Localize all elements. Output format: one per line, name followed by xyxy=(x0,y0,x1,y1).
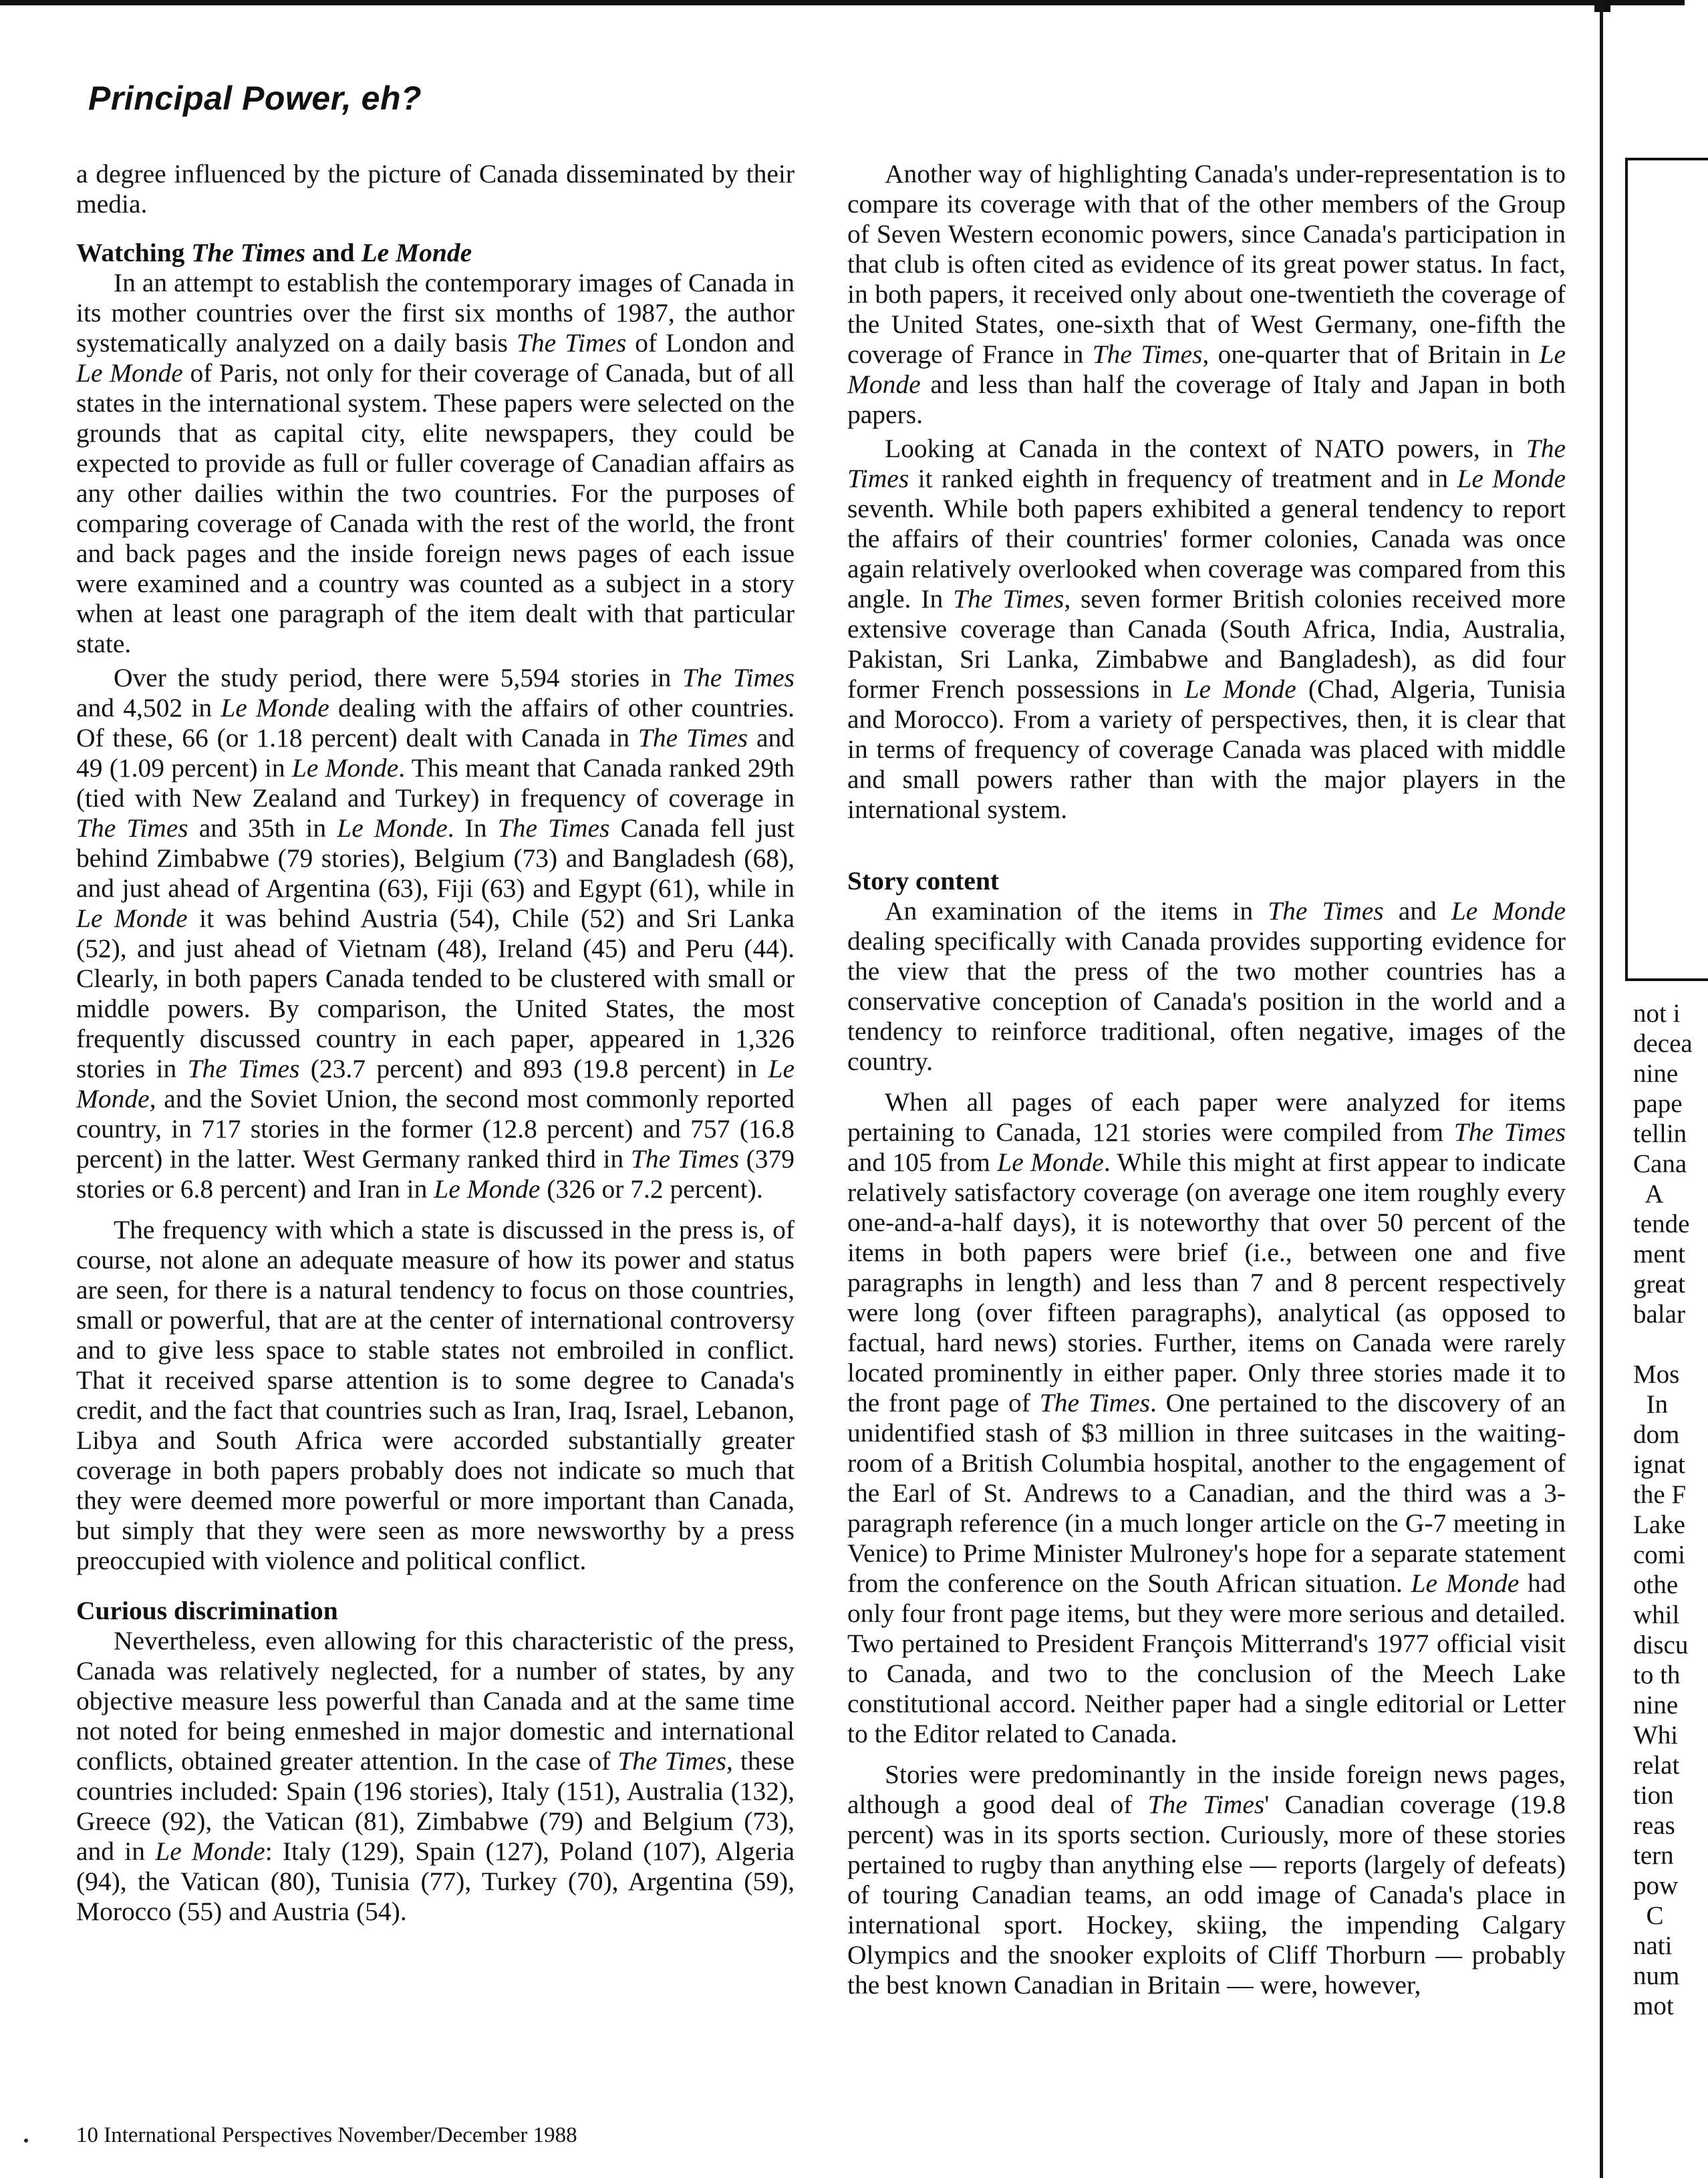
fragment-line: Mos xyxy=(1633,1360,1680,1389)
fragment-line: great xyxy=(1633,1270,1685,1299)
intro-paragraph: a degree influenced by the picture of Canada disseminated by their media. xyxy=(76,159,795,219)
fragment-line: pape xyxy=(1633,1089,1683,1118)
fragment-line: reas xyxy=(1633,1811,1675,1840)
subhead-curious-discrimination: Curious discrimination xyxy=(76,1596,338,1625)
fragment-line: Cana xyxy=(1633,1149,1687,1178)
margin-dot xyxy=(24,2139,28,2143)
fragment-line: balar xyxy=(1633,1300,1685,1329)
fragment-line: not i xyxy=(1633,999,1681,1028)
fragment-line: ignat xyxy=(1633,1450,1685,1479)
fragment-line: nine xyxy=(1633,1691,1679,1720)
top-rule xyxy=(0,0,1685,5)
fragment-line: tern xyxy=(1633,1841,1674,1870)
subhead-story-content: Story content xyxy=(847,866,1000,896)
paragraph: Another way of highlighting Canada's under-representation is to compare its coverage with that of the other members of the Group of Seven Western economic powers, since Canada's participation in that club is often cited as evidence of its great power status. In fact, in both papers, it received only about one-twentieth the coverage of the United States, one-sixth that of West Germany, one-fifth the coverage of France in The Times, one-quarter that of Britain in Le Monde and less than half the coverage of Italy and Japan in both papers. xyxy=(847,159,1566,429)
page-gutter-line xyxy=(1600,0,1603,2178)
fragment-line: tende xyxy=(1633,1210,1690,1238)
fragment-line: to th xyxy=(1633,1661,1681,1689)
paragraph: When all pages of each paper were analyzed for items pertaining to Canada, 121 stories were compiled from The Times and 105 from Le Monde. While this might at first appear to indicate relatively satisfactory coverage (on average one item roughly every one-and-a-half days), it is noteworthy that over 50 percent of the items in both papers were brief (i.e., between one and five paragraphs in length) and less than 7 and 8 percent respectively were long (over fifteen paragraphs), analytical (as opposed to factual, hard news) stories. Further, items on Canada were rarely located prominently in either paper. Only three stories made it to the front page of The Times. One pertained to the discovery of an unidentified stash of $3 million in three suitcases in the waiting-room of a British Columbia hospital, another to the engagement of the Earl of St. Andrews to a Canadian, and the third was a 3-paragraph reference (in a much longer article on the G-7 meeting in Venice) to Prime Minister Mulroney's hope for a separate statement from the conference on the South African situation. Le Monde had only four front page items, but they were more serious and detailed. Two pertained to President François Mitterrand's 1977 official visit to Canada, and two to the conclusion of the Meech Lake constitutional accord. Neither paper had a single editorial or Letter to the Editor related to Canada. xyxy=(847,1087,1566,1748)
fragment-line: num xyxy=(1633,1961,1680,1990)
paragraph: Over the study period, there were 5,594 stories in The Times and 4,502 in Le Monde dealing with the affairs of other countries. Of these, 66 (or 1.18 percent) dealt with Canada in The Times and 49 (1.09 percent) in Le Monde. This meant that Canada ranked 29th (tied with New Zealand and Turkey) in frequency of coverage in The Times and 35th in Le Monde. In The Times Canada fell just behind Zimbabwe (79 stories), Belgium (73) and Bangladesh (68), and just ahead of Argentina (63), Fiji (63) and Egypt (61), while in Le Monde it was behind Austria (54), Chile (52) and Sri Lanka (52), and just ahead of Vietnam (48), Ireland (45) and Peru (44). Clearly, in both papers Canada tended to be clustered with small or middle powers. By comparison, the United States, the most frequently discussed country in each paper, appeared in 1,326 stories in The Times (23.7 percent) and 893 (19.8 percent) in Le Monde, and the Soviet Union, the second most commonly reported country, in 717 stories in the former (12.8 percent) and 757 (16.8 percent) in the latter. West Germany ranked third in The Times (379 stories or 6.8 percent) and Iran in Le Monde (326 or 7.2 percent). xyxy=(76,663,795,1204)
middle-column xyxy=(847,159,1566,2000)
fragment-line: othe xyxy=(1633,1571,1679,1599)
paragraph: Nevertheless, even allowing for this characteristic of the press, Canada was relatively neglected, for a number of states, by any objective measure less powerful than Canada and at the same time not noted for being enmeshed in major domestic and international conflicts, obtained greater attention. In the case of The Times, these countries included: Spain (196 stories), Italy (151), Australia (132), Greece (92), the Vatican (81), Zimbabwe (79) and Belgium (73), and in Le Monde: Italy (129), Spain (127), Poland (107), Algeria (94), the Vatican (80), Tunisia (77), Turkey (70), Argentina (59), Morocco (55) and Austria (54). xyxy=(76,1626,795,1926)
fragment-line: whil xyxy=(1633,1601,1680,1629)
fragment-line: nati xyxy=(1633,1931,1673,1960)
paragraph: An examination of the items in The Times and Le Monde dealing specifically with Canada provides supporting evidence for the view that the press of the two mother countries has a conservative conception of Canada's position in the world and a tendency to reinforce traditional, often negative, images of the country. xyxy=(847,896,1566,1076)
fragment-line: tellin xyxy=(1633,1119,1687,1148)
fragment-line: nine xyxy=(1633,1059,1679,1088)
fragment-line: tion xyxy=(1633,1781,1674,1810)
fragment-line: Lake xyxy=(1633,1510,1685,1539)
fragment-line: pow xyxy=(1633,1871,1679,1900)
fragment-line: In xyxy=(1633,1390,1668,1419)
fragment-line xyxy=(1633,1329,1685,1359)
left-column xyxy=(76,159,795,1927)
paragraph: Looking at Canada in the context of NATO powers, in The Times it ranked eighth in frequency of treatment and in Le Monde seventh. While both papers exhibited a general tendency to report the affairs of their countries' former colonies, Canada was once again relatively overlooked when coverage was compared from this angle. In The Times, seven former British colonies received more extensive coverage than Canada (South Africa, India, Australia, Pakistan, Sri Lanka, Zimbabwe and Bangladesh), as did four former French possessions in Le Monde (Chad, Algeria, Tunisia and Morocco). From a variety of perspectives, then, it is clear that in terms of frequency of coverage Canada was placed with middle and small powers rather than with the major players in the international system. xyxy=(847,434,1566,824)
adjacent-sidebar-box xyxy=(1625,158,1708,981)
fragment-line: A xyxy=(1633,1180,1664,1208)
fragment-line: the F xyxy=(1633,1480,1687,1509)
fragment-line: comi xyxy=(1633,1540,1685,1569)
page-footer-folio: 10 International Perspectives November/December 1988 xyxy=(76,2123,577,2147)
paragraph: The frequency with which a state is discussed in the press is, of course, not alone an adequate measure of how its power and status are seen, for there is a natural tendency to focus on those countries, small or powerful, that are at the center of international controversy and to give less space to stable states not embroiled in conflict. That it received sparse attention is to some degree to Canada's credit, and the fact that countries such as Iran, Iraq, Israel, Lebanon, Libya and South Africa were accorded substantially greater coverage in both papers probably does not indicate so much that they were deemed more powerful or more important than Canada, but simply that they were seen as more newsworthy by a press preoccupied with violence and political conflict. xyxy=(76,1215,795,1575)
fragment-line: dom xyxy=(1633,1420,1680,1449)
fragment-line: decea xyxy=(1633,1029,1693,1058)
adjacent-page-text-fragment xyxy=(1633,998,1693,2021)
fragment-line: mot xyxy=(1633,1992,1674,2020)
running-head: Principal Power, eh? xyxy=(88,80,422,117)
fragment-line: relat xyxy=(1633,1751,1680,1780)
subhead-watching: Watching The Times and Le Monde xyxy=(76,238,472,267)
paragraph: In an attempt to establish the contemporary images of Canada in its mother countries over the first six months of 1987, the author systematically analyzed on a daily basis The Times of London and Le Monde of Paris, not only for their coverage of Canada, but of all states in the international system. These papers were selected on the grounds that as capital city, elite newspapers, they could be expected to provide as full or fuller coverage of Canadian affairs as any other dailies within the two countries. For the purposes of comparing coverage of Canada with the rest of the world, the front and back pages and the inside foreign news pages of each issue were examined and a country was counted as a subject in a story when at least one paragraph of the item dealt with that particular state. xyxy=(76,268,795,658)
paragraph: Stories were predominantly in the inside foreign news pages, although a good deal of The Times' Canadian coverage (19.8 percent) was in its sports section. Curiously, more of these stories pertained to rugby than anything else — reports (largely of defeats) of touring Canadian teams, an odd image of Canada's place in international sport. Hockey, skiing, the impending Calgary Olympics and the snooker exploits of Cliff Thorburn — probably the best known Canadian in Britain — were, however, xyxy=(847,1760,1566,2000)
fragment-line: Whi xyxy=(1633,1721,1679,1750)
fragment-line: C xyxy=(1633,1901,1664,1930)
fragment-line: discu xyxy=(1633,1631,1689,1659)
fragment-line: ment xyxy=(1633,1240,1685,1268)
